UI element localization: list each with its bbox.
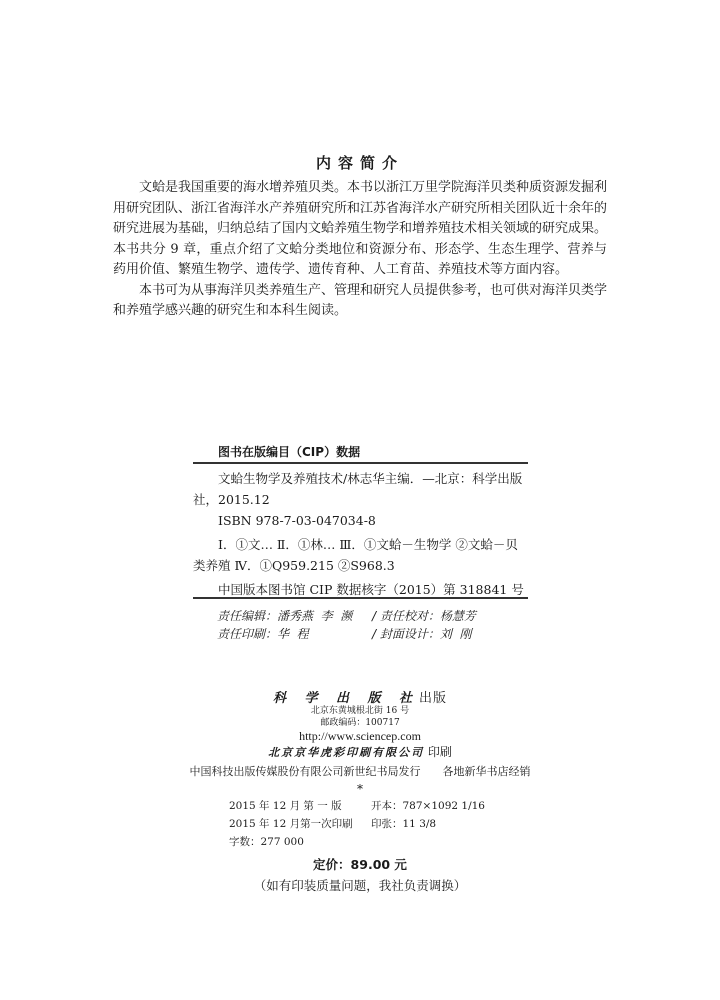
printing-date: 2015 年 12 月第一次印刷 <box>229 818 353 830</box>
cip-isbn: ISBN 978-7-03-047034-8 <box>218 513 376 528</box>
word-count: 字数：277 000 <box>229 836 304 848</box>
editor-credit: 责任编辑：潘秀燕 李 濒 <box>217 609 353 623</box>
separator-star: * <box>357 782 363 796</box>
publisher-url: http://www.sciencep.com <box>299 729 421 743</box>
page-title: 内容简介 <box>315 154 404 172</box>
staff-credits <box>217 607 476 643</box>
edition-date: 2015 年 12 月 第 一 版 <box>229 800 342 812</box>
publisher-address: 北京东黄城根北街 16 号 <box>310 706 410 716</box>
printer-line <box>0 743 720 760</box>
introduction <box>113 178 607 322</box>
print-manager-credit: 责任印刷：华 程 <box>217 627 309 641</box>
intro-paragraph: 文蛤是我国重要的海水增养殖贝类。本书以浙江万里学院海洋贝类种质资源发掘利用研究团队、浙江省海洋水产养殖研究所和江苏省海洋水产研究所相关团队近十余年的研究进展为基础，归纳总结了国内文蛤养殖生物学和增养殖技术相关领域的研究成果。本书共分 9 章，重点介绍了文蛤分类地位和资源分布、形态学、生态生理学、营养与药用价值、繁殖生物学、遗传学、遗传育种、人工育苗、养殖技术等方面内容。 <box>113 180 608 277</box>
cip-record: 中国版本图书馆 CIP 数据核字（2015）第 318841 号 <box>218 582 524 597</box>
cover-design-credit: / 封面设计：刘 刚 <box>372 627 472 641</box>
printed-sheets: 印张：11 3/8 <box>371 818 437 830</box>
format-size: 开本：787×1092 1/16 <box>371 800 485 812</box>
printer-suffix: 印刷 <box>427 745 452 759</box>
cip-entry: 文蛤生物学及养殖技术/林志华主编．—北京：科学出版社，2015.12 <box>193 471 523 507</box>
cip-classification: Ⅰ．①文… Ⅱ．①林… Ⅲ．①文蛤－生物学 ②文蛤－贝类养殖 Ⅳ．①Q959.215 ②S968.3 <box>193 537 518 573</box>
printer-name: 北京京华虎彩印刷有限公司 <box>268 746 425 759</box>
publication-facts <box>229 797 529 851</box>
publisher-postcode: 邮政编码：100717 <box>320 718 400 728</box>
cip-bottom-rule <box>193 597 528 599</box>
cip-heading: 图书在版编目（CIP）数据 <box>218 445 361 459</box>
publisher-suffix: 出版 <box>419 691 448 706</box>
intro-paragraph: 本书可为从事海洋贝类养殖生产、管理和研究人员提供参考，也可供对海洋贝类学和养殖学感兴趣的研究生和本科生阅读。 <box>113 282 608 318</box>
publisher-line <box>0 687 720 706</box>
cip-block <box>193 468 528 600</box>
distribution-line: 中国科技出版传媒股份有限公司新世纪书局发行 各地新华书店经销 <box>189 765 531 778</box>
publisher-name: 科 学 出 版 社 <box>272 691 420 706</box>
price: 定价：89.00 元 <box>313 857 407 872</box>
cip-top-rule <box>193 462 528 464</box>
quality-note: （如有印装质量问题，我社负责调换） <box>253 878 467 893</box>
proofreader-credit: / 责任校对：杨慧芳 <box>372 609 476 623</box>
